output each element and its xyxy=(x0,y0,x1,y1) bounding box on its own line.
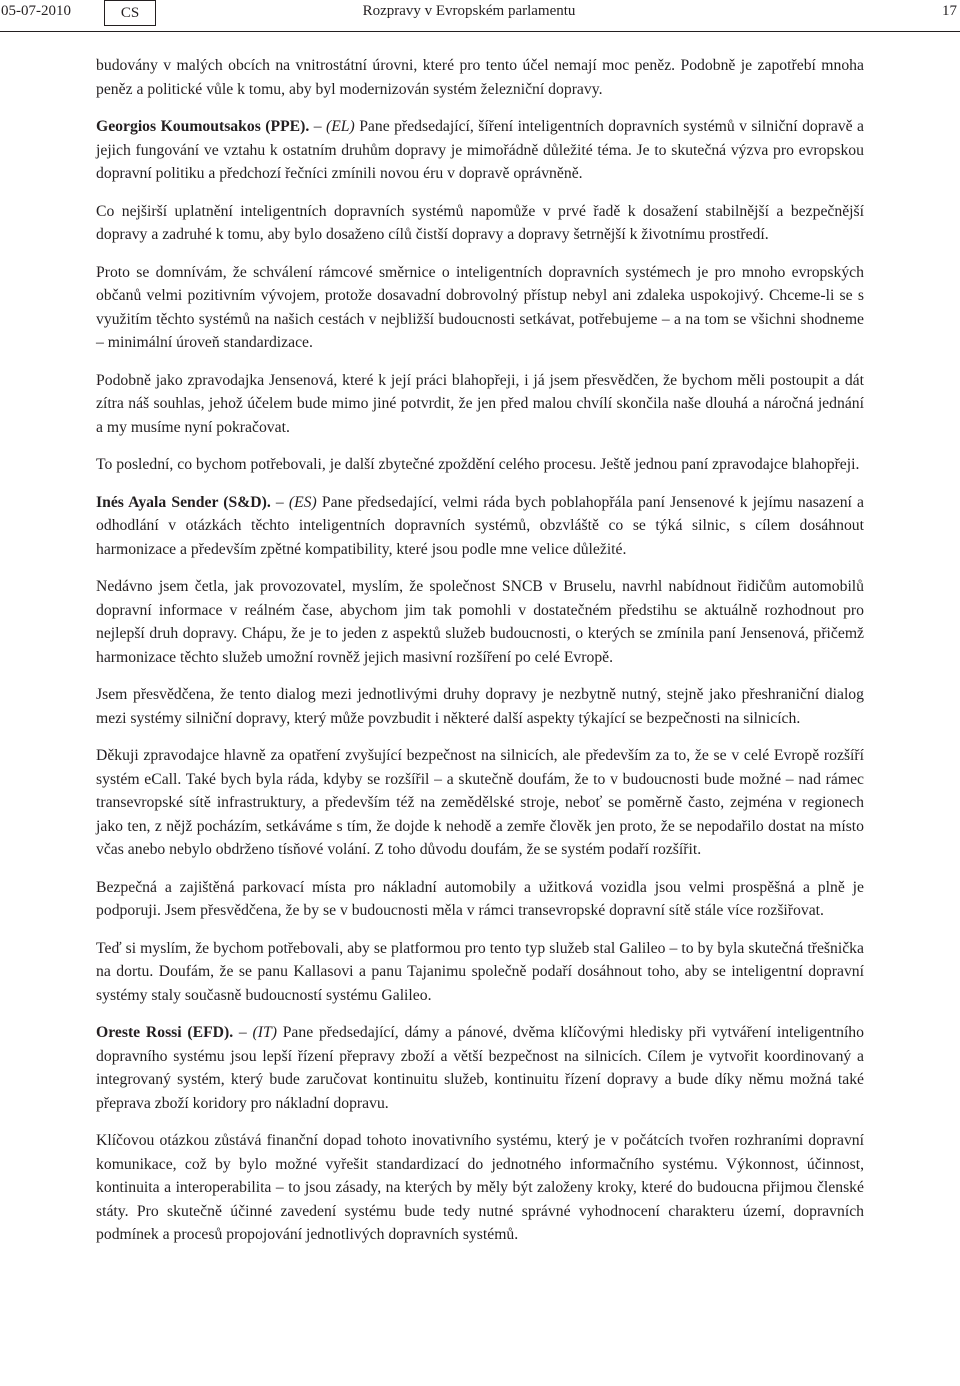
paragraph-text: Pane předsedající, velmi ráda bych poblahopřála paní Jensenové k jejímu nasazení a odhodlání v otázkách těchto inteligentních dopravních systémů, obzvláště co se týká silnic, s cílem dosáhnout harmonizace a především zpětné kompatibility, které jsou podle mne velice důležité. xyxy=(96,493,864,558)
language-marker: – (IT) xyxy=(233,1024,277,1041)
speaker-name: Oreste Rossi (EFD). xyxy=(96,1024,234,1041)
header-title xyxy=(0,3,960,20)
paragraph-text: Proto se domnívám, že schválení rámcové směrnice o inteligentních dopravních systémech je pro mnoho evropských občanů velmi pozitivním vývojem, protože dosavadní dobrovolný přístup nebyl ani zdaleka uspokojivý. Chceme-li se s využitím těchto systémů na našich cestách v nejbližší budoucnosti setkávat, potřebujeme – a na tom se všichni shodneme – minimální úroveň standardizace. xyxy=(96,263,864,351)
language-badge: CS xyxy=(104,0,156,26)
paragraph xyxy=(96,937,864,1008)
page-number: 17 xyxy=(942,3,957,19)
paragraph-text: Pane předsedající, šíření inteligentních dopravních systémů v silniční dopravě a jejich fungování ve vztahu k ostatním druhům dopravy je mimořádně důležité téma. Je to skutečná výzva pro evropskou dopravní politiku a předchozí řečníci zmínili novou éru v dopravě oprávněně. xyxy=(96,118,864,182)
header-divider xyxy=(0,31,960,32)
paragraph xyxy=(96,575,864,669)
paragraph xyxy=(96,261,864,355)
paragraph-text: Jsem přesvědčena, že tento dialog mezi jednotlivými druhy dopravy je nezbytně nutný, stejně jako přeshraniční dialog mezi systémy silniční dopravy, který může povzbudit i některé další aspekty týkající se bezpečnosti na silnicích. xyxy=(96,686,864,727)
paragraph xyxy=(96,491,864,562)
paragraph xyxy=(96,369,864,440)
paragraph-text: Děkuji zpravodajce hlavně za opatření zvyšující bezpečnost na silnicích, ale především za to, že se v celé Evropě rozšíří systém eCall. Také bych byla ráda, kdyby se rozšířil – a skutečně doufám, že to v budoucnosti bude možné – nad rámec transevropské sítě infrastruktury, a především též na zemědělské stroje, neboť se poměrně často, zejména v regionech jako ten, z nějž pocházím, setkáváme s tím, že dojde k nehodě a zemře člověk jen proto, že se nepodařilo dostat na místo včas anebo nebylo obdrženo tísňové volání. Z toho důvodu doufám, že se systém podaří rozšířit. xyxy=(96,747,864,858)
document-body xyxy=(96,54,864,1261)
paragraph xyxy=(96,683,864,730)
header-title-text: Rozpravy v Evropském parlamentu xyxy=(362,3,576,19)
paragraph xyxy=(96,453,864,477)
paragraph xyxy=(96,876,864,923)
paragraph-text: budovány v malých obcích na vnitrostátní úrovni, které pro tento účel nemají moc peněz. Podobně je zapotřebí mnoha peněz a politické vůle k tomu, aby byl modernizován systém železniční dopravy. xyxy=(96,57,864,98)
paragraph-text: Teď si myslím, že bychom potřebovali, aby se platformou pro tento typ služeb stal Galileo – to by byla skutečná třešnička na dortu. Doufám, že se panu Kallasovi a panu Tajanimu společně podaří dosáhnout toho, aby se inteligentní dopravní systémy staly současně budoucností systému Galileo. xyxy=(96,939,864,1004)
paragraph-text: Pane předsedající, dámy a pánové, dvěma klíčovými hledisky při vytváření inteligentního dopravního systému jsou lepší řízení přepravy zboží a větší bezpečnost na silnicích. Cílem je vytvořit koordinovaný a integrovaný systém, který bude zaručovat kontinuitu služeb, kontinuitu řízení dopravy a bude díky němu možná také přeprava zboží koridory pro nákladní dopravu. xyxy=(96,1024,864,1112)
paragraph xyxy=(96,54,864,101)
paragraph xyxy=(96,1129,864,1247)
language-marker: – (EL) xyxy=(309,118,355,135)
paragraph-text: Bezpečná a zajištěná parkovací místa pro nákladní automobily a užitková vozidla jsou velmi prospěšná a plně je podporuji. Jsem přesvědčena, že by se v budoucnosti měla v rámci transevropské dopravní sítě stále více rozšiřovat. xyxy=(96,878,864,919)
speaker-name: Inés Ayala Sender (S&D). xyxy=(96,493,271,511)
paragraph xyxy=(96,115,864,186)
page-header xyxy=(0,0,960,30)
header-date: 05-07-2010 xyxy=(1,3,71,19)
speaker-name: Georgios Koumoutsakos (PPE). xyxy=(96,118,310,135)
paragraph xyxy=(96,1021,864,1115)
language-marker: – (ES) xyxy=(270,493,317,511)
paragraph xyxy=(96,200,864,247)
paragraph-text: Podobně jako zpravodajka Jensenová, které k její práci blahopřeji, i já jsem přesvědčen, že bychom měli postoupit a dát zítra náš souhlas, jehož účelem bude mimo jiné potvrdit, že jen před malou chvílí skončila naše dlouhá a náročná jednání a my musíme nyní pokračovat. xyxy=(96,371,864,436)
paragraph xyxy=(96,744,864,862)
paragraph-text: Klíčovou otázkou zůstává finanční dopad tohoto inovativního systému, který je v počátcích tvořen rozhraními dopravní komunikace, což by bylo možné vyřešit standardizací do jednotného informačního systému. Výkonnost, účinnost, kontinuita a interoperabilita – to jsou zásady, na kterých by měly být založeny kroky, které do budoucna přijmou členské státy. Pro skutečně účinné zavedení systému bude tedy nutné správné vyhodnocení charakteru území, dopravních podmínek a procesů propojování jednotlivých dopravních systémů. xyxy=(96,1132,864,1243)
paragraph-text: Co nejširší uplatnění inteligentních dopravních systémů napomůže v prvé řadě k dosažení stabilnější a bezpečnější dopravy a zadruhé k tomu, aby bylo dosaženo cílů čistší dopravy a dopravy šetrnější k životnímu prostředí. xyxy=(96,202,864,243)
paragraph-text: Nedávno jsem četla, jak provozovatel, myslím, že společnost SNCB v Bruselu, navrhl nabídnout řidičům automobilů dopravní informace v reálném čase, abychom jim tak pomohli v dostatečném předstihu se aktuálně rozhodnout pro nejlepší druh dopravy. Chápu, že je to jeden z aspektů služeb budoucnosti, o kterých se zmínila paní Jensenová, přičemž harmonizace těchto služeb umožní rovněž jejich masivní rozšíření po celé Evropě. xyxy=(96,578,864,666)
paragraph-text: To poslední, co bychom potřebovali, je další zbytečné zpoždění celého procesu. Ještě jednou paní zpravodajce blahopřeji. xyxy=(96,456,860,473)
